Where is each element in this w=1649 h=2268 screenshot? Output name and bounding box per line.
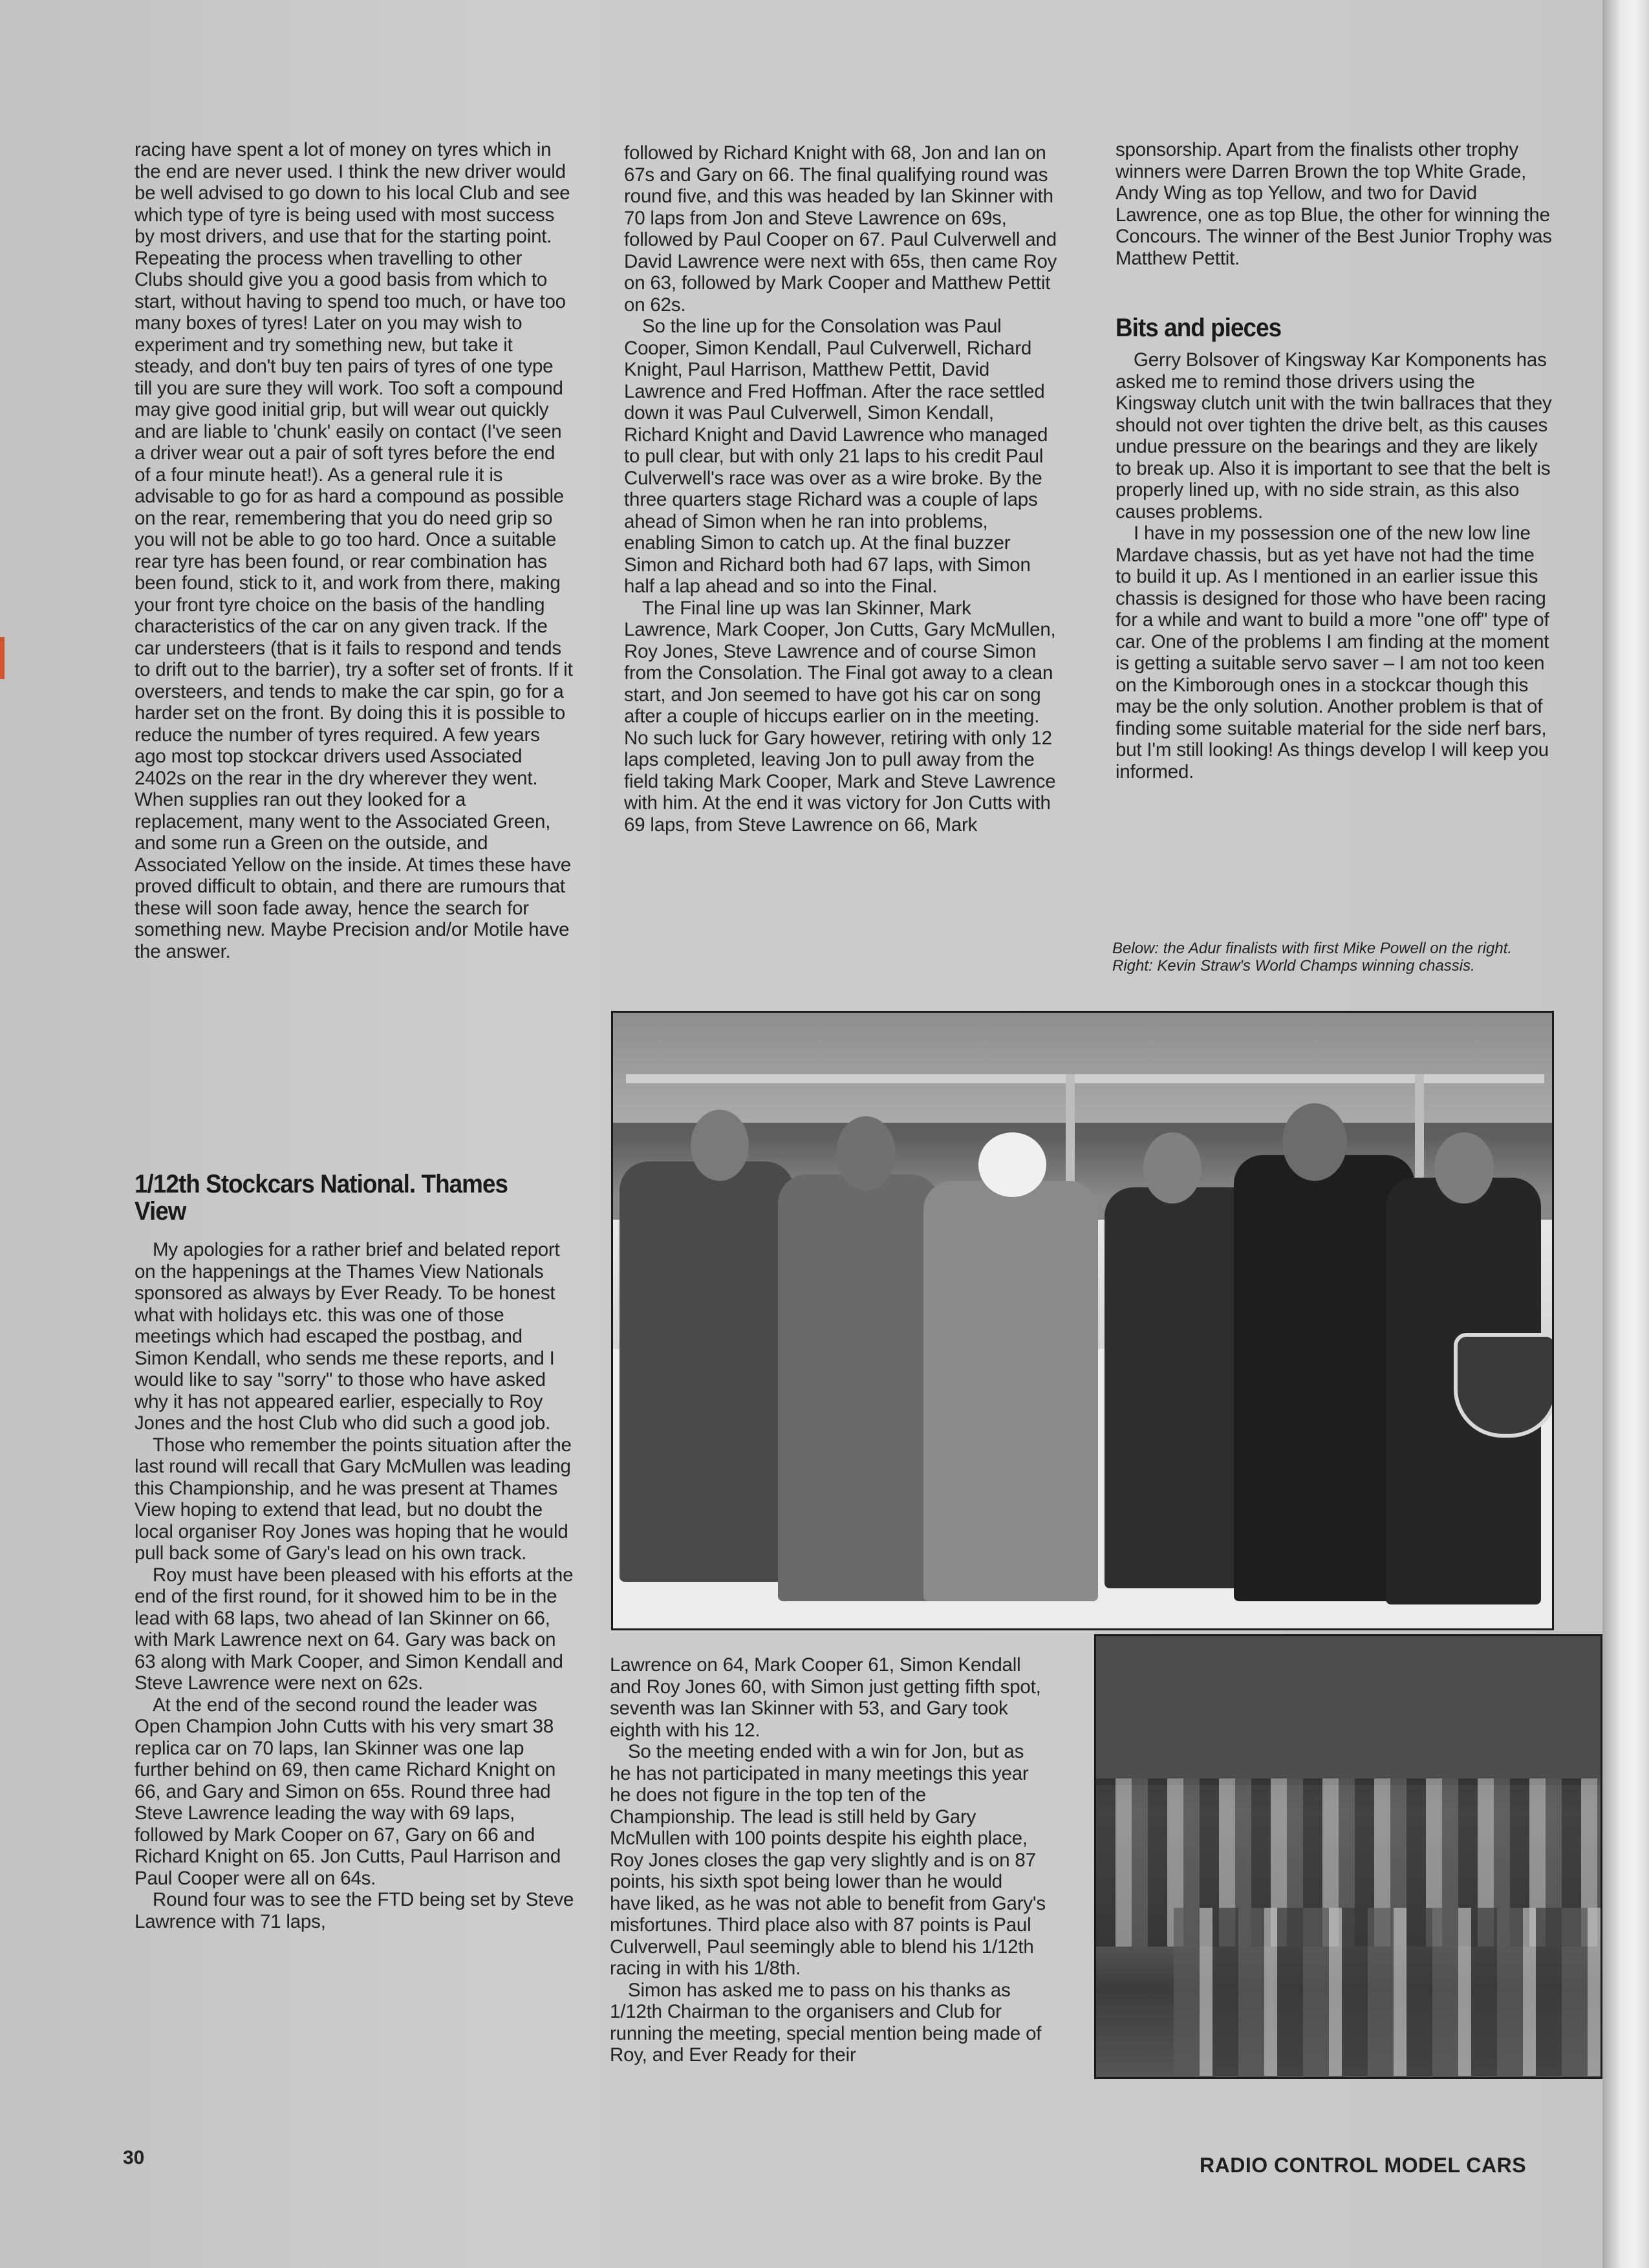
sky-area — [613, 1013, 1552, 1123]
paragraph: Lawrence on 64, Mark Cooper 61, Simon Kendall and Roy Jones 60, with Simon just getting fifth spot, seventh was Ian Skinner with 53, and Gary took eighth with his 12. — [610, 1654, 1041, 1741]
bits-heading — [1116, 314, 1503, 341]
edge-mark — [0, 637, 5, 679]
shield-trophy — [1454, 1333, 1554, 1438]
stockcars-heading — [135, 1171, 587, 1225]
column-2-continued — [610, 1654, 1046, 2066]
paragraph: The Final line up was Ian Skinner, Mark Lawrence, Mark Cooper, Jon Cutts, Gary McMullen, Roy Jones, Steve Lawrence and of course Simon from the Consolation. The Final got away to a clean start, and Jon seemed to have got his car on song after a couple of hiccups earlier on in the meeting. No such luck for Gary however, retiring with only 12 laps completed, leaving Jon to pull away from the field taking Mark Cooper, Mark and Steve Lawrence with him. At the end it was victory for Jon Cutts with 69 laps, from Steve Lawrence on 66, Mark — [624, 597, 1056, 836]
trees-area — [1096, 1636, 1600, 1785]
column-2 — [624, 142, 1061, 836]
paragraph: Those who remember the points situation after the last round will recall that Gary McMullen was leading this Championship, and he was present at Thames View hoping to extend that lead, but no doubt the local organiser Roy Jones was hoping that he would pull back some of Gary's lead on his own track. — [135, 1434, 572, 1564]
paragraph: Roy must have been pleased with his efforts at the end of the first round, for it showed him to be in the lead with 68 laps, two ahead of Ian Skinner on 66, with Mark Lawrence next on 64. Gary was back on 63 along with Mark Cooper, and Simon Kendall and Steve Lawrence were next on 62s. — [135, 1564, 574, 1694]
magazine-title: RADIO CONTROL MODEL CARS — [1200, 2154, 1527, 2177]
paragraph: At the end of the second round the leader was Open Champion John Cutts with his very smart 38 replica car on 70 laps, Ian Skinner was one lap further behind on 69, then came Richard Knight on 66, and Gary and Simon on 65s. Round three had Steve Lawrence leading the way with 69 laps, followed by Mark Cooper on 67, Gary on 66 and Richard Knight on 65. Jon Cutts, Paul Harrison and Paul Cooper were all on 64s. — [135, 1694, 561, 1889]
paragraph: Round four was to see the FTD being set by Steve Lawrence with 71 laps, — [135, 1889, 574, 1932]
crowd-front — [1174, 1908, 1600, 2076]
person — [620, 1161, 794, 1582]
person-head — [691, 1110, 749, 1181]
heading-text: 1/12th Stockcars National. Thames View — [135, 1170, 508, 1226]
column-3 — [1116, 139, 1552, 269]
person-head — [1434, 1132, 1494, 1204]
person — [778, 1174, 940, 1601]
photo-caption: Below: the Adur finalists with first Mike Powell on the right. Right: Kevin Straw's World Champs winning chassis. — [1112, 940, 1513, 975]
paragraph: followed by Richard Knight with 68, Jon and Ian on 67s and Gary on 66. The final qualifying round was round five, and this was headed by Ian Skinner with 70 laps from Jon and Steve Lawrence on 69s, followed by Paul Cooper on 67. Paul Culverwell and David Lawrence were next with 65s, then came Roy on 63, followed by Mark Cooper and Matthew Pettit on 62s. — [624, 142, 1057, 316]
paragraph: So the line up for the Consolation was Paul Cooper, Simon Kendall, Paul Culverwell, Richard Knight, Paul Harrison, Matthew Pettit, David Lawrence and Fred Hoffman. After the race settled down it was Paul Culverwell, Simon Kendall, Richard Knight and David Lawrence who managed to pull clear, but with only 21 laps to his credit Paul Culverwell's race was over as a wire broke. By the three quarters stage Richard was a couple of laps ahead of Simon when he ran into problems, enabling Simon to catch up. At the final buzzer Simon and Richard both had 67 laps, with Simon half a lap ahead and so into the Final. — [624, 316, 1048, 597]
person — [923, 1181, 1098, 1601]
person-head — [1143, 1132, 1202, 1204]
page-gutter — [1602, 0, 1649, 2268]
paragraph: Simon has asked me to pass on his thanks as 1/12th Chairman to the organisers and Club for running the meeting, special mention being made of Roy, and Ever Ready for their — [610, 1979, 1042, 2066]
world-champs-photo — [1094, 1634, 1602, 2079]
finalists-photo — [611, 1011, 1554, 1630]
column-1-stockcars — [135, 1239, 574, 1932]
paragraph: racing have spent a lot of money on tyres which in the end are never used. I think the new driver would be well advised to go down to his local Club and see which type of tyre is being used with most success by most drivers, and use that for the starting point. Repeating the process when travelling to other Clubs should give you a good basis from which to start, without having to spend too much, or have too many boxes of tyres! Later on you may wish to experiment and try something new, but take it steady, and don't buy ten pairs of tyres of one type till you are sure they will work. Too soft a compound may give good initial grip, but will wear out quickly and are liable to 'chunk' easily on contact (I've seen a driver wear out a pair of soft tyres before the end of a four minute heat!). As a general rule it is advisable to go for as hard a compound as possible on the rear, remembering that you do need grip so you will not be able to go too hard. Once a suitable rear tyre has been found, or rear combination has been found, stick to it, and work from there, making your front tyre choice on the basis of the handling characteristics of the car on any given track. If the car understeers (that is it fails to respond and tends to drift out to the barrier), try a softer set of fronts. If it oversteers, and tends to make the car spin, go for a harder set on the front. By doing this it is possible to reduce the number of tyres required. A few years ago most top stockcar drivers used Associated 2402s on the rear in the dry wherever they went. When supplies ran out they looked for a replacement, many went to the Associated Green, and some run a Green on the outside, and Associated Yellow on the inside. At times these have proved difficult to obtain, and there are rumours that these will soon fade away, hence the search for something new. Maybe Precision and/or Motile have the answer. — [135, 139, 573, 962]
paragraph: I have in my possession one of the new low line Mardave chassis, but as yet have not had the time to build it up. As I mentioned in an earlier issue this chassis is designed for those who have been racing for a while and want to build a more "one off" type of car. One of the problems I am finding at the moment is getting a suitable servo saver – I am not too keen on the Kimborough ones in a stockcar though this may be the only solution. Another problem is that of finding some suitable material for the side nerf bars, but I'm still looking! As things develop I will keep you informed. — [1116, 523, 1549, 783]
person-hat — [978, 1132, 1046, 1197]
column-3-bits — [1116, 349, 1552, 783]
barrier-rail — [626, 1074, 1544, 1083]
person-head — [836, 1116, 896, 1191]
column-1 — [135, 139, 574, 962]
paragraph: So the meeting ended with a win for Jon, but as he has not participated in many meetings this year he does not figure in the top ten of the Championship. The lead is still held by Gary McMullen with 100 points despite his eighth place, Roy Jones closes the gap very slightly and is on 87 points, his sixth spot being lower than he would have liked, as he was not able to benefit from Gary's misfortunes. Third place also with 87 points is Paul Culverwell, Paul seemingly able to blend his 1/12th racing in with his 1/8th. — [610, 1741, 1046, 1979]
heading-text: Bits and pieces — [1116, 314, 1282, 342]
person-head — [1282, 1103, 1347, 1181]
page-number: 30 — [123, 2147, 145, 2168]
paragraph: My apologies for a rather brief and belated report on the happenings at the Thames View Nationals sponsored as always by Ever Ready. To be honest what with holidays etc. this was one of those meetings which had escaped the postbag, and Simon Kendall, who sends me these reports, and I would like to say "sorry" to those who have asked why it has not appeared earlier, especially to Roy Jones and the host Club who did such a good job. — [135, 1239, 560, 1434]
paragraph: Gerry Bolsover of Kingsway Kar Komponents has asked me to remind those drivers using the Kingsway clutch unit with the twin ballraces that they should not over tighten the drive belt, as this causes undue pressure on the bearings and they are likely to break up. Also it is important to see that the belt is properly lined up, with no side strain, as this also causes problems. — [1116, 349, 1552, 523]
paragraph: sponsorship. Apart from the finalists other trophy winners were Darren Brown the top White Grade, Andy Wing as top Yellow, and two for David Lawrence, one as top Blue, the other for winning the Concours. The winner of the Best Junior Trophy was Matthew Pettit. — [1116, 139, 1552, 269]
